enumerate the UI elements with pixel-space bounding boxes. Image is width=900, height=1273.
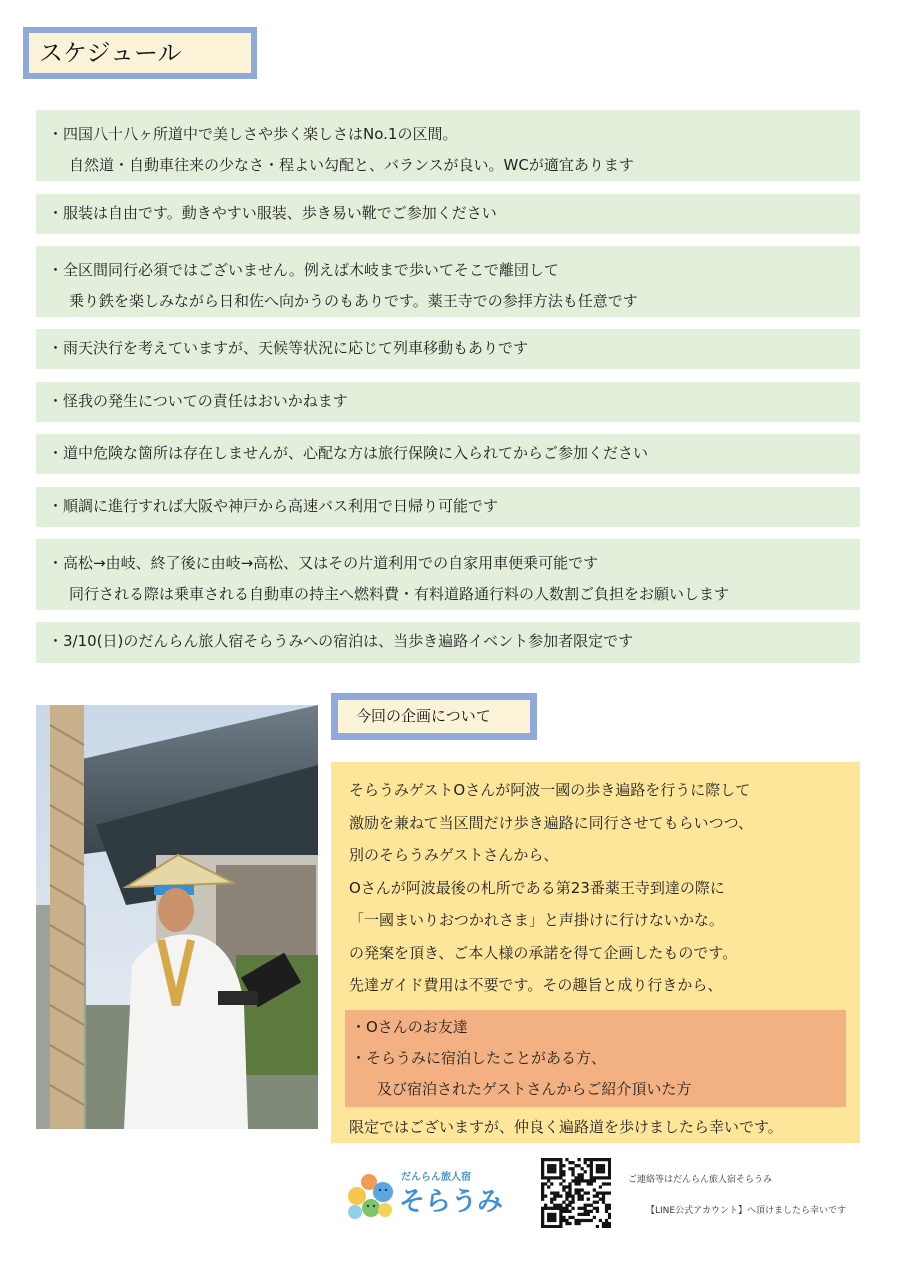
schedule-item	[36, 194, 860, 234]
plan-description	[331, 762, 860, 1143]
sun-logo-icon	[348, 1174, 393, 1219]
schedule-item-line: ・服装は自由です。動きやすい服装、歩き易い靴でご参加ください	[48, 204, 497, 222]
plan-title-frame	[331, 693, 537, 740]
plan-line: の発案を頂き、ご本人様の承諾を得て企画したものです。	[349, 943, 738, 962]
schedule-item-line: ・3/10(日)のだんらん旅人宿そらうみへの宿泊は、当歩き遍路イベント参加者限定です	[48, 632, 634, 650]
schedule-item-line: ・全区間同行必須ではございません。例えば木岐まで歩いてそこで離団して	[48, 261, 559, 279]
schedule-item-line: 乗り鉄を楽しみながら日和佐へ向かうのもありです。薬王寺での参拝方法も任意です	[69, 292, 638, 310]
plan-line: 激励を兼ねて当区間だけ歩き遍路に同行させてもらいつつ、	[349, 813, 754, 832]
soraumi-logo	[335, 1158, 505, 1228]
schedule-item-line: ・怪我の発生についての責任はおいかねます	[48, 392, 348, 410]
schedule-item	[36, 434, 860, 474]
schedule-item-line: 自然道・自動車往来の少なさ・程よい勾配と、バランスが良い。WCが適宜あります	[69, 156, 634, 174]
schedule-item	[36, 382, 860, 422]
plan-line: Oさんが阿波最後の札所である第23番薬王寺到達の際に	[349, 878, 725, 897]
plan-line: 「一國まいりおつかれさま」と声掛けに行けないかな。	[349, 911, 724, 929]
plan-title: 今回の企画について	[338, 700, 530, 733]
qr-code-icon[interactable]	[541, 1158, 611, 1228]
plan-line: そらうみゲストOさんが阿波一國の歩き遍路を行うに際して	[349, 781, 751, 799]
schedule-item-line: ・四国八十八ヶ所道中で美しさや歩く楽しさはNo.1の区間。	[48, 125, 458, 143]
line-account-note: 【LINE公式アカウント】へ頂けましたら幸いです	[646, 1206, 846, 1216]
schedule-title-frame	[23, 27, 257, 79]
eligibility-item: 及び宿泊されたゲストさんからご紹介頂いた方	[377, 1079, 692, 1098]
schedule-item-line: ・順調に進行すれば大阪や神戸から高速バス利用で日帰り可能です	[48, 497, 499, 515]
schedule-item	[36, 622, 860, 663]
schedule-item-line: ・雨天決行を考えていますが、天候等状況に応じて列車移動もありです	[48, 339, 529, 357]
schedule-item	[36, 539, 860, 610]
schedule-item-line: ・道中危険な箇所は存在しませんが、心配な方は旅行保険に入られてからご参加ください	[48, 444, 649, 462]
schedule-item	[36, 246, 860, 317]
logo-large-text: そらうみ	[399, 1187, 504, 1217]
eligibility-item: ・そらうみに宿泊したことがある方、	[351, 1048, 607, 1067]
schedule-item-line: ・高松→由岐、終了後に由岐→高松、又はその片道利用での自家用車便乗可能です	[48, 554, 599, 572]
schedule-item	[36, 329, 860, 369]
logo-small-text: だんらん旅人宿	[401, 1172, 471, 1183]
schedule-item	[36, 487, 860, 527]
pilgrim-photo	[36, 705, 318, 1129]
eligibility-item: ・Oさんのお友達	[351, 1017, 468, 1036]
contact-text: ご連絡等はだんらん旅人宿そらうみ	[628, 1175, 773, 1185]
schedule-item-line: 同行される際は乗車される自動車の持主へ燃料費・有料道路通行料の人数割ご負担をお願いします	[69, 585, 730, 603]
plan-line: 別のそらうみゲストさんから、	[349, 846, 559, 864]
page-title: スケジュール	[29, 33, 251, 73]
plan-line: 先達ガイド費用は不要です。その趣旨と成り行きから、	[349, 976, 723, 994]
schedule-item	[36, 110, 860, 181]
plan-closing: 限定ではございますが、仲良く遍路道を歩けましたら幸いです。	[349, 1117, 783, 1136]
eligibility-box	[345, 1010, 846, 1107]
